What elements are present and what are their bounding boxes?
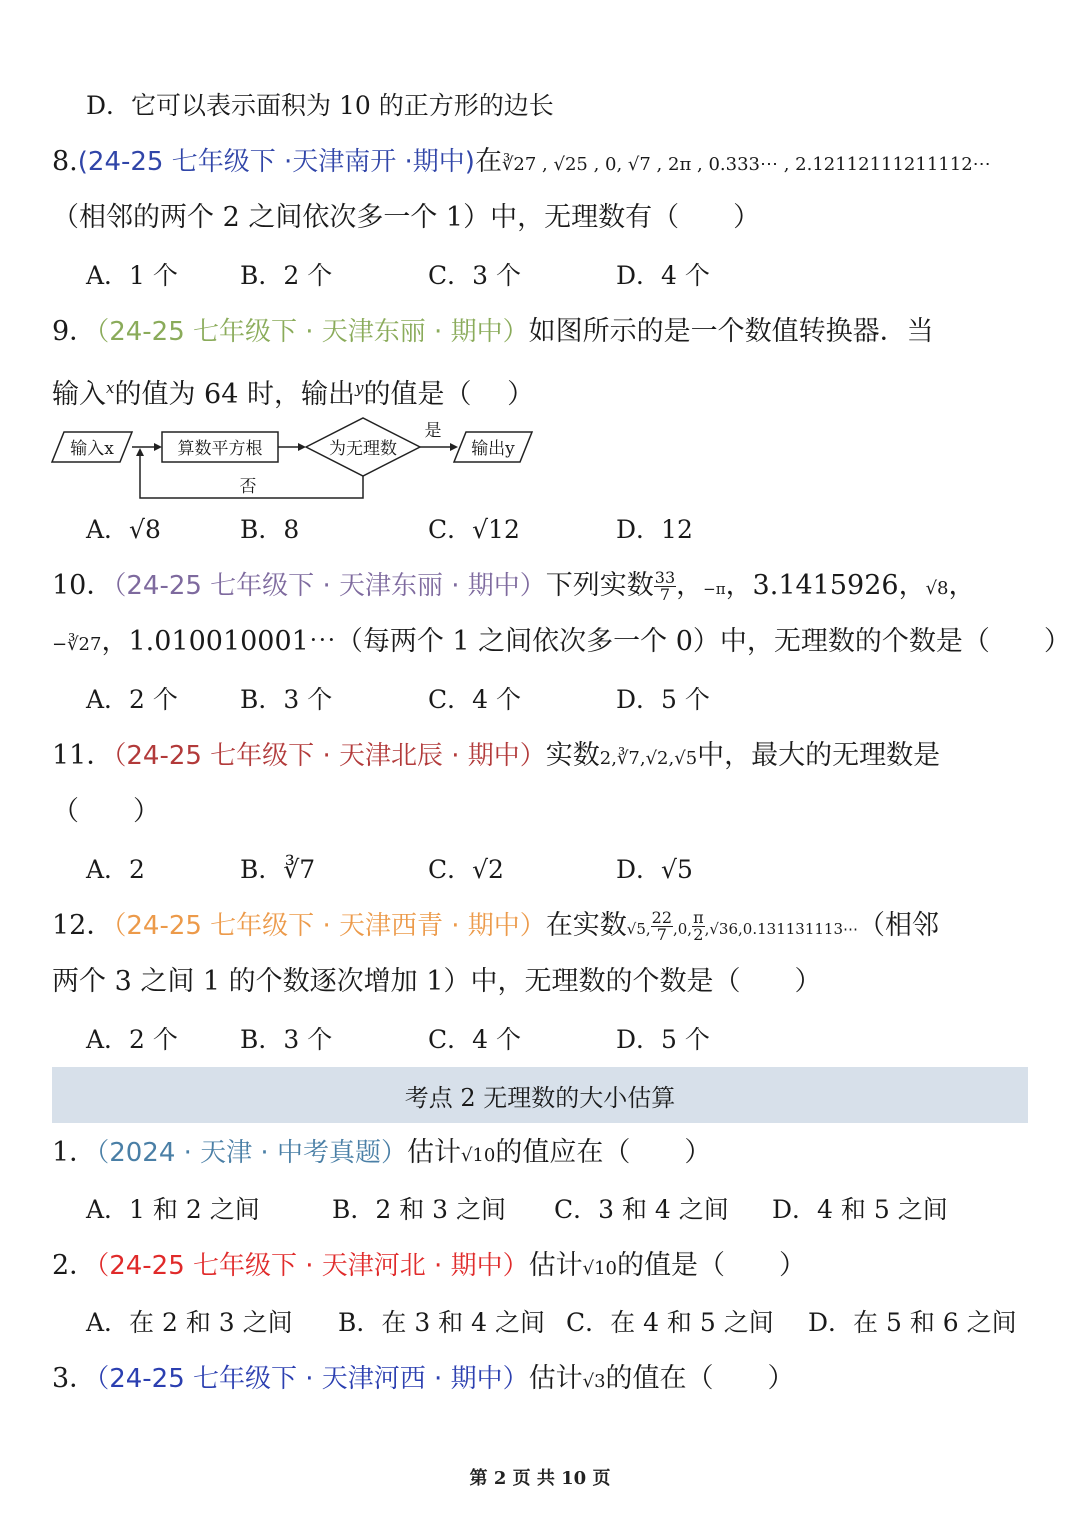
q9-option-b[interactable]: B．8 [240,515,300,544]
q11-text-a: 实数 [545,740,600,771]
q10-sqrt8: √8 [925,578,949,599]
q12-text-b: （相邻 [858,910,939,941]
q12-option-a[interactable]: A．2 个 [86,1025,178,1054]
q11-text-b: 中，最大的无理数是 [697,740,941,771]
s2-source: （24-25 七年级下 · 天津河北 · 期中） [96,1251,529,1281]
q9-var-x: x [106,379,115,397]
s1-number: 1． [52,1137,97,1168]
q7-option-d-text: D．它可以表示面积为 10 的正方形的边长 [86,91,554,120]
q11-source: （24-25 七年级下 · 天津北辰 · 期中） [113,741,546,771]
number-converter-flowchart [50,414,540,504]
q11-option-c[interactable]: C．√2 [428,855,504,884]
flow-step-label: 算数平方根 [177,439,263,459]
q12-math-1: √5, [626,920,651,938]
q12-line2 [52,962,1028,1002]
q9-line1 [52,312,1028,352]
s2-option-b[interactable]: B．在 3 和 4 之间 [338,1308,545,1337]
q11-option-a[interactable]: A．2 [86,855,145,884]
q10-number: 10． [52,570,114,601]
q9-option-d[interactable]: D．12 [616,515,693,544]
q8-option-c[interactable]: C．3 个 [428,261,521,290]
s2-line1 [52,1246,1028,1289]
s1-option-c[interactable]: C．3 和 4 之间 [554,1195,729,1224]
section-header [52,1067,1028,1123]
q12-line2-text: 两个 3 之间 1 的个数逐次增加 1）中，无理数的个数是（ ） [52,966,822,997]
q12-frac1-num: 22 [651,908,672,927]
flow-no-label: 否 [239,477,257,497]
s1-text-a: 估计 [406,1137,461,1168]
q10-line2 [52,622,1071,665]
q12-fraction-2 [692,910,705,943]
q12-frac1-den: 7 [656,925,667,944]
q9-text-d: 的值是（ ） [363,379,535,410]
q11-line2-text: （ ） [52,796,160,827]
s1-option-a[interactable]: A．1 和 2 之间 [86,1195,260,1224]
section-title: 考点 2 无理数的大小估算 [404,1083,676,1112]
s1-option-d[interactable]: D．4 和 5 之间 [772,1195,948,1224]
s2-option-d[interactable]: D．在 5 和 6 之间 [808,1308,1017,1337]
q10-option-c[interactable]: C．4 个 [428,685,521,714]
q12-frac2-num: π [693,908,704,927]
s2-number: 2． [52,1250,97,1281]
q10-text-b: ， [676,570,704,601]
q10-neg-pi: −π [703,580,726,598]
q10-source: （24-25 七年级下 · 天津东丽 · 期中） [113,571,546,601]
q9-text-c: 的值为 64 时，输出 [114,379,355,410]
q12-number: 12． [52,910,114,941]
q12-text-a: 在实数 [545,910,627,941]
q8-text-b: （相邻的两个 2 之间依次多一个 1）中，无理数有（ ） [52,202,761,233]
q9-var-y: y [355,379,364,397]
s2-option-c[interactable]: C．在 4 和 5 之间 [566,1308,774,1337]
s3-line1 [52,1359,1028,1402]
q9-option-a[interactable]: A．√8 [86,515,161,544]
flow-input-label: 输入x [70,439,114,459]
s1-text-b: 的值应在（ ） [495,1137,712,1168]
q11-line2 [52,792,1028,832]
q9-line2 [52,368,1028,415]
q10-text-c: ，3.1415926， [725,570,926,601]
s1-source: （2024 · 天津 · 中考真题） [96,1138,407,1168]
q10-line2-math: −∛27 [52,634,102,655]
q12-frac2-den: 2 [693,925,704,944]
q9-source: （24-25 七年级下 · 天津东丽 · 期中） [96,317,529,347]
q10-line2-text: ，1.010010001⋯（每两个 1 之间依次多一个 0）中，无理数的个数是（ ） [101,626,1071,657]
q12-option-c[interactable]: C．4 个 [428,1025,521,1054]
s2-text-a: 估计 [528,1250,583,1281]
q10-option-b[interactable]: B．3 个 [240,685,333,714]
s1-option-b[interactable]: B．2 和 3 之间 [332,1195,507,1224]
q12-option-b[interactable]: B．3 个 [240,1025,333,1054]
q11-option-d[interactable]: D．√5 [616,855,693,884]
q8-text-a: 在 [474,146,502,177]
q10-option-a[interactable]: A．2 个 [86,685,178,714]
q8-option-b[interactable]: B．2 个 [240,261,333,290]
q12-math-3: ,√36,0.131131113⋯ [704,920,858,938]
q10-text-a: 下列实数 [545,570,654,601]
q12-math-2: ,0, [673,920,693,938]
s2-math: √10 [582,1258,617,1279]
q12-fraction-1 [651,910,673,943]
q9-option-c[interactable]: C．√12 [428,515,520,544]
q8-line2 [52,198,1028,238]
q11-option-b[interactable]: B．∛7 [240,855,316,884]
s2-option-a[interactable]: A．在 2 和 3 之间 [86,1308,293,1337]
s3-math: √3 [582,1371,606,1392]
flow-yes-label: 是 [424,421,442,441]
s1-math: √10 [460,1145,496,1166]
q11-number: 11． [52,740,114,771]
q11-math: 2,∛7,√2,√5 [599,748,698,769]
q10-frac-num: 33 [654,568,676,587]
q8-number: 8. [52,146,78,177]
page-footer: 第 2 页 共 10 页 [469,1468,611,1489]
s3-number: 3． [52,1363,97,1394]
q8-option-a[interactable]: A．1 个 [86,261,178,290]
q9-text-b: 输入 [52,379,106,410]
q12-source: （24-25 七年级下 · 天津西青 · 期中） [113,911,546,941]
q7-option-d [86,88,554,124]
s2-text-b: 的值是（ ） [616,1250,806,1281]
q8-source: (24-25 七年级下 ·天津南开 ·期中) [77,147,475,177]
q10-frac-den: 7 [659,585,671,604]
flow-decision-label: 为无理数 [329,439,397,459]
s1-line1 [52,1133,1028,1176]
q10-fraction [654,570,676,603]
q9-text-a: 如图所示的是一个数值转换器．当 [528,316,934,347]
q12-option-d[interactable]: D．5 个 [616,1025,710,1054]
q8-option-d[interactable]: D．4 个 [616,261,710,290]
q12-line1 [52,906,1028,949]
q9-number: 9． [52,316,97,347]
q8-math: ∛27 , √25 , 0, √7 , 2π , 0.333⋯ , 2.12112111211112⋯ [501,154,991,175]
q10-option-d[interactable]: D．5 个 [616,685,710,714]
s3-text-b: 的值在（ ） [605,1363,795,1394]
s3-source: （24-25 七年级下 · 天津河西 · 期中） [96,1364,529,1394]
flow-output-label: 输出y [471,439,515,459]
q11-line1 [52,736,1028,779]
s3-text-a: 估计 [528,1363,583,1394]
q10-text-d: ， [948,570,976,601]
q10-line1 [52,566,1028,609]
q8-line1 [52,142,1028,185]
